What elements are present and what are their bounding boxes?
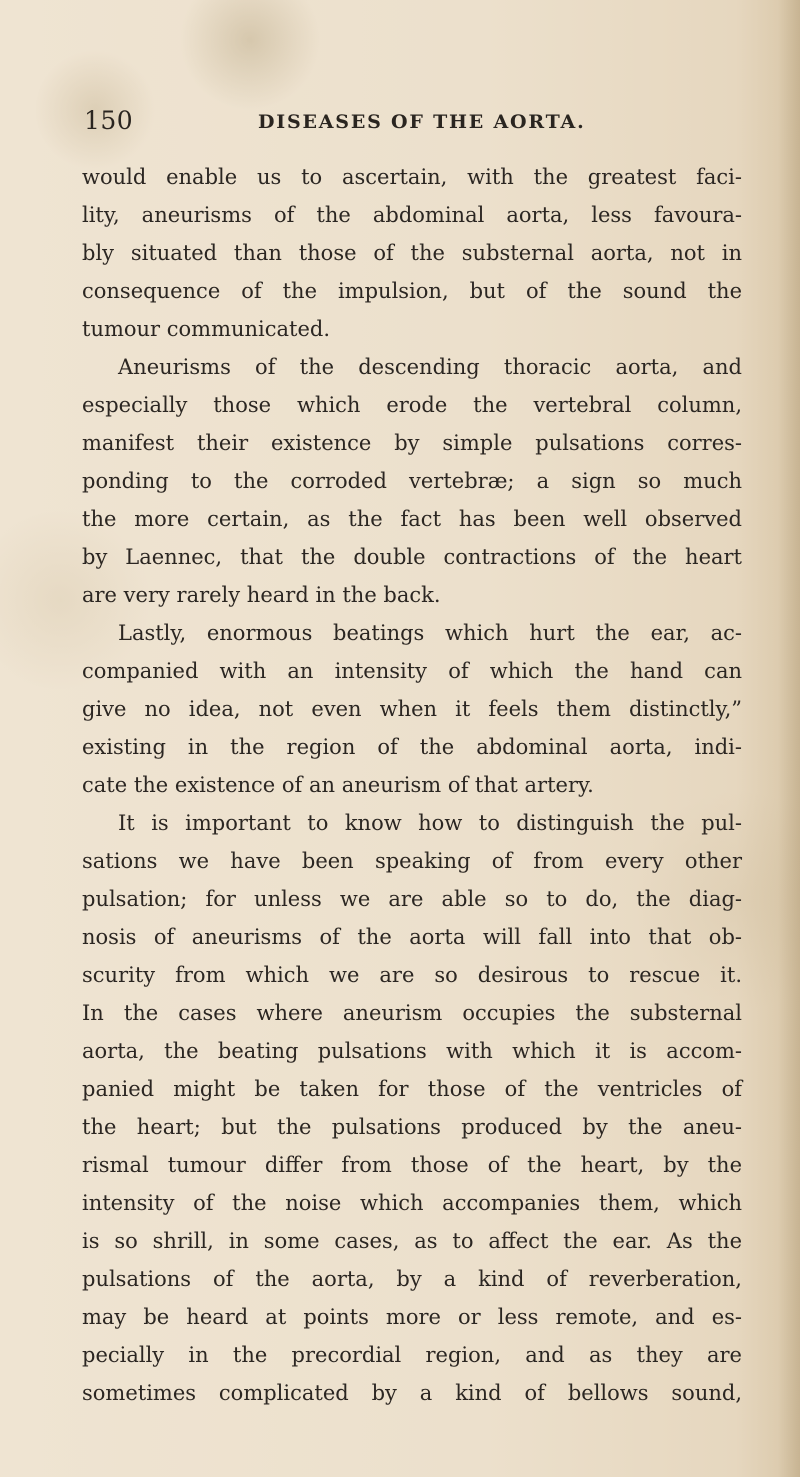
text-line: cate the existence of an aneurism of that artery.	[82, 773, 594, 797]
text-line: aorta, the beating pulsations with which it is accom-	[82, 1039, 742, 1063]
text-line: sations we have been speaking of from every other	[82, 849, 742, 873]
text-line: pulsation; for unless we are able so to do, the diag-	[82, 887, 742, 911]
text-line: the heart; but the pulsations produced by the aneu-	[82, 1115, 742, 1139]
page-edge-shadow	[778, 0, 800, 1477]
text-line: pulsations of the aorta, by a kind of reverberation,	[82, 1267, 742, 1291]
text-line: manifest their existence by simple pulsations corres-	[82, 431, 742, 455]
text-line: companied with an intensity of which the hand can	[82, 659, 742, 683]
text-line: consequence of the impulsion, but of the sound the	[82, 279, 742, 303]
text-line: Aneurisms of the descending thoracic aorta, and	[118, 355, 742, 379]
body-text	[82, 158, 742, 1412]
text-line: scurity from which we are so desirous to rescue it.	[82, 963, 742, 987]
text-line: would enable us to ascertain, with the greatest faci-	[82, 165, 742, 189]
running-title: DISEASES OF THE AORTA.	[258, 111, 586, 133]
text-line: is so shrill, in some cases, as to affect the ear. As the	[82, 1229, 742, 1253]
text-line: give no idea, not even when it feels them distinctly,”	[82, 697, 742, 721]
text-line: tumour communicated.	[82, 317, 331, 341]
text-line: the more certain, as the fact has been well observed	[82, 507, 742, 531]
text-line: ponding to the corroded vertebræ; a sign so much	[82, 469, 742, 493]
text-line: In the cases where aneurism occupies the substernal	[82, 1001, 742, 1025]
text-line: It is important to know how to distinguish the pul-	[118, 811, 742, 835]
text-line: intensity of the noise which accompanies them, which	[82, 1191, 742, 1215]
text-line: panied might be taken for those of the ventricles of	[82, 1077, 742, 1101]
text-line: Lastly, enormous beatings which hurt the ear, ac-	[118, 621, 742, 645]
text-line: lity, aneurisms of the abdominal aorta, less favoura-	[82, 203, 742, 227]
text-line: especially those which erode the vertebral column,	[82, 393, 742, 417]
text-line: nosis of aneurisms of the aorta will fall into that ob-	[82, 925, 742, 949]
text-line: by Laennec, that the double contractions of the heart	[82, 545, 742, 569]
text-line: sometimes complicated by a kind of bellows sound,	[82, 1381, 742, 1405]
page-number: 150	[84, 106, 134, 135]
running-head	[0, 106, 800, 140]
text-line: are very rarely heard in the back.	[82, 583, 441, 607]
text-line: may be heard at points more or less remote, and es-	[82, 1305, 742, 1329]
text-line: pecially in the precordial region, and as they are	[82, 1343, 742, 1367]
text-line: rismal tumour differ from those of the heart, by the	[82, 1153, 742, 1177]
text-line: existing in the region of the abdominal aorta, indi-	[82, 735, 742, 759]
text-line: bly situated than those of the substernal aorta, not in	[82, 241, 742, 265]
